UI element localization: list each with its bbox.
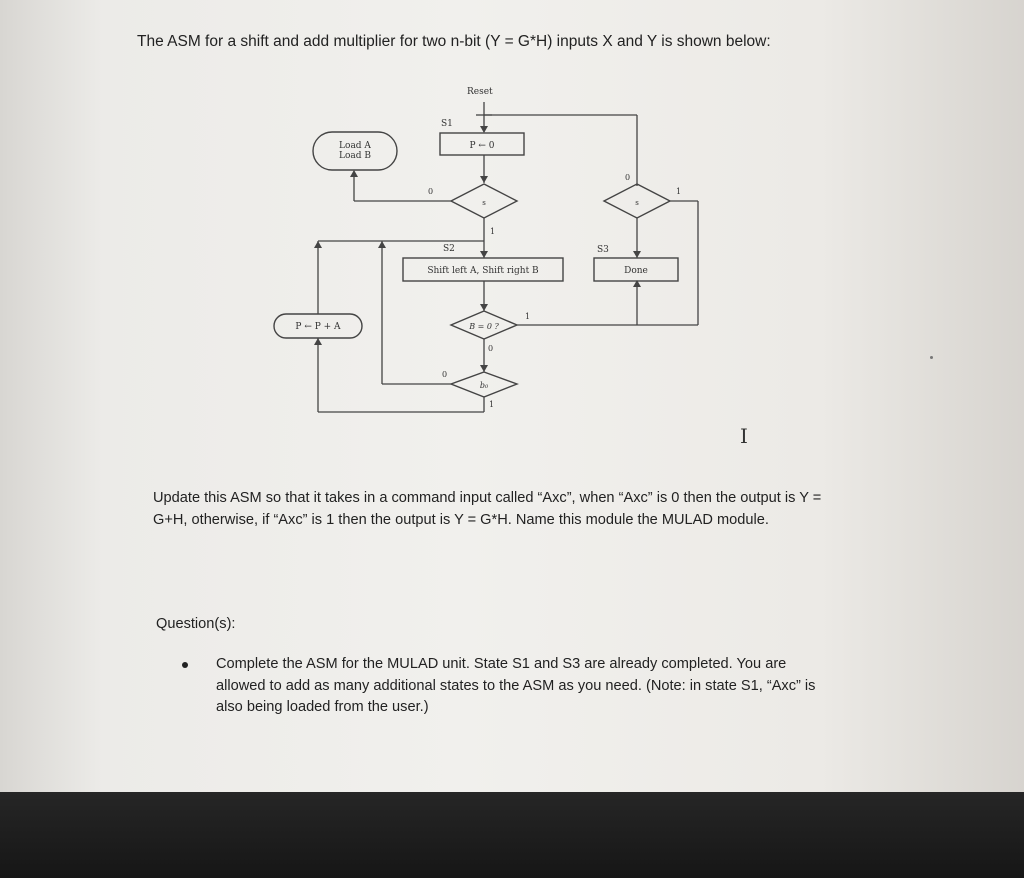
p-init-text: P ← 0 bbox=[469, 141, 495, 151]
branch-s3-0: 0 bbox=[625, 173, 631, 182]
done-text: Done bbox=[624, 266, 648, 276]
branch-b0-0: 0 bbox=[442, 370, 448, 379]
label-s1: S1 bbox=[441, 119, 453, 129]
text-cursor-icon: I bbox=[740, 424, 748, 448]
question-item bbox=[178, 654, 838, 719]
decision-s-text: s bbox=[482, 199, 486, 207]
shift-text: Shift left A, Shift right B bbox=[427, 266, 539, 276]
load-a-text: Load A bbox=[339, 141, 371, 151]
paper-mark bbox=[930, 356, 933, 359]
decision-b0-text: b₀ bbox=[479, 381, 489, 390]
task-paragraph: Update this ASM so that it takes in a command input called “Axc”, when “Axc” is 0 then the output is Y = G+H, otherwise, if “Axc” is 1 then the output is Y = G*H. Name this module the MULAD module. bbox=[153, 490, 822, 528]
label-s2: S2 bbox=[443, 244, 455, 254]
branch-b0-1: 1 bbox=[489, 400, 495, 409]
branch-b-0: 0 bbox=[488, 344, 494, 353]
monitor-bezel bbox=[0, 792, 1024, 878]
questions-heading: Question(s): bbox=[156, 616, 236, 632]
load-b-text: Load B bbox=[339, 151, 371, 161]
branch-b-1: 1 bbox=[525, 312, 531, 321]
bullet-icon bbox=[182, 662, 188, 668]
intro-text: The ASM for a shift and add multiplier for two n-bit (Y = G*H) inputs X and Y is shown below: bbox=[137, 33, 771, 50]
label-reset: Reset bbox=[467, 87, 493, 97]
decision-s3-text: s bbox=[635, 199, 639, 207]
questions-list bbox=[178, 654, 838, 719]
label-s3: S3 bbox=[597, 245, 609, 255]
decision-b-zero-text: B = 0 ? bbox=[469, 322, 499, 331]
question-text: Complete the ASM for the MULAD unit. State S1 and S3 are already completed. You are allowed to add as many additional states to the ASM as you need. (Note: in state S1, “Axc” is also being loaded from the user.) bbox=[216, 656, 816, 715]
branch-s3-1: 1 bbox=[676, 187, 682, 196]
branch-s-0: 0 bbox=[428, 187, 434, 196]
branch-s-1: 1 bbox=[490, 227, 496, 236]
add-text: P ← P + A bbox=[295, 322, 341, 332]
